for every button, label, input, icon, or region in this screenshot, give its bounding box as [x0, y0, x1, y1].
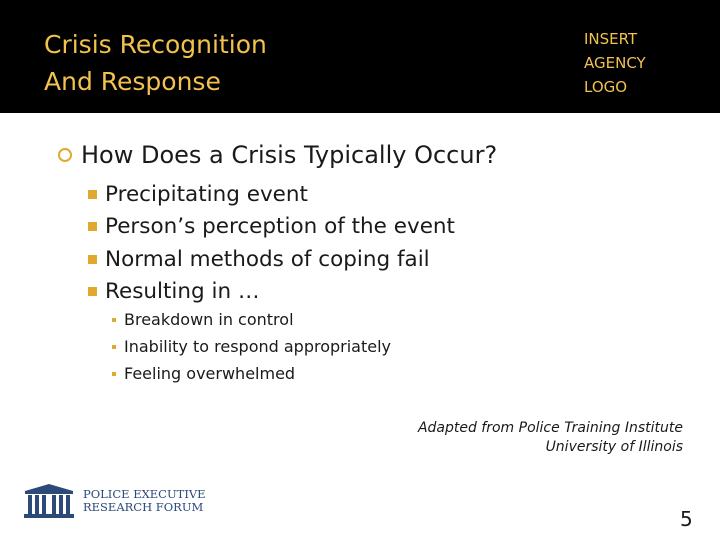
- logo-line-3: LOGO: [584, 78, 628, 96]
- slide-header: [0, 0, 720, 113]
- agency-logo-placeholder: [584, 27, 646, 99]
- sub-bullet-item: [112, 306, 391, 333]
- small-square-bullet-icon: [112, 318, 116, 322]
- sub-bullet-text: Breakdown in control: [124, 310, 294, 329]
- square-bullet-icon: [88, 190, 97, 199]
- logo-line-1: INSERT: [584, 30, 638, 48]
- slide-title: [44, 26, 267, 100]
- main-bullet-list: [88, 178, 455, 308]
- bullet-item: [88, 243, 455, 276]
- sub-bullet-text: Inability to respond appropriately: [124, 337, 392, 356]
- sub-bullet-text: Feeling overwhelmed: [124, 364, 296, 383]
- small-square-bullet-icon: [112, 372, 116, 376]
- section-heading: [58, 141, 497, 169]
- small-square-bullet-icon: [112, 345, 116, 349]
- bullet-text: Person’s perception of the event: [105, 214, 455, 240]
- source-credit: [418, 419, 683, 457]
- square-bullet-icon: [88, 255, 97, 264]
- square-bullet-icon: [88, 222, 97, 231]
- sub-bullet-item: [112, 333, 391, 360]
- bullet-text: Normal methods of coping fail: [105, 246, 430, 272]
- square-bullet-icon: [88, 287, 97, 296]
- title-line-2: And Response: [44, 67, 221, 96]
- sub-bullet-list: [112, 306, 391, 387]
- columns-building-icon: [23, 483, 75, 519]
- hollow-circle-icon: [58, 148, 72, 162]
- title-line-1: Crisis Recognition: [44, 30, 267, 59]
- credit-line-2: University of Illinois: [545, 439, 683, 455]
- org-line-1: POLICE EXECUTIVE: [83, 487, 206, 501]
- org-line-2: RESEARCH FORUM: [83, 500, 204, 514]
- sub-bullet-item: [112, 360, 391, 387]
- perf-org-name: [83, 488, 206, 514]
- bullet-item: [88, 211, 455, 244]
- bullet-text: Precipitating event: [105, 181, 308, 207]
- bullet-text: Resulting in …: [105, 279, 260, 305]
- logo-line-2: AGENCY: [584, 54, 646, 72]
- bullet-item: [88, 178, 455, 211]
- heading-text: How Does a Crisis Typically Occur?: [81, 141, 498, 169]
- page-number: 5: [680, 507, 693, 531]
- perf-logo: [23, 483, 206, 519]
- bullet-item: [88, 276, 455, 309]
- credit-line-1: Adapted from Police Training Institute: [417, 420, 683, 436]
